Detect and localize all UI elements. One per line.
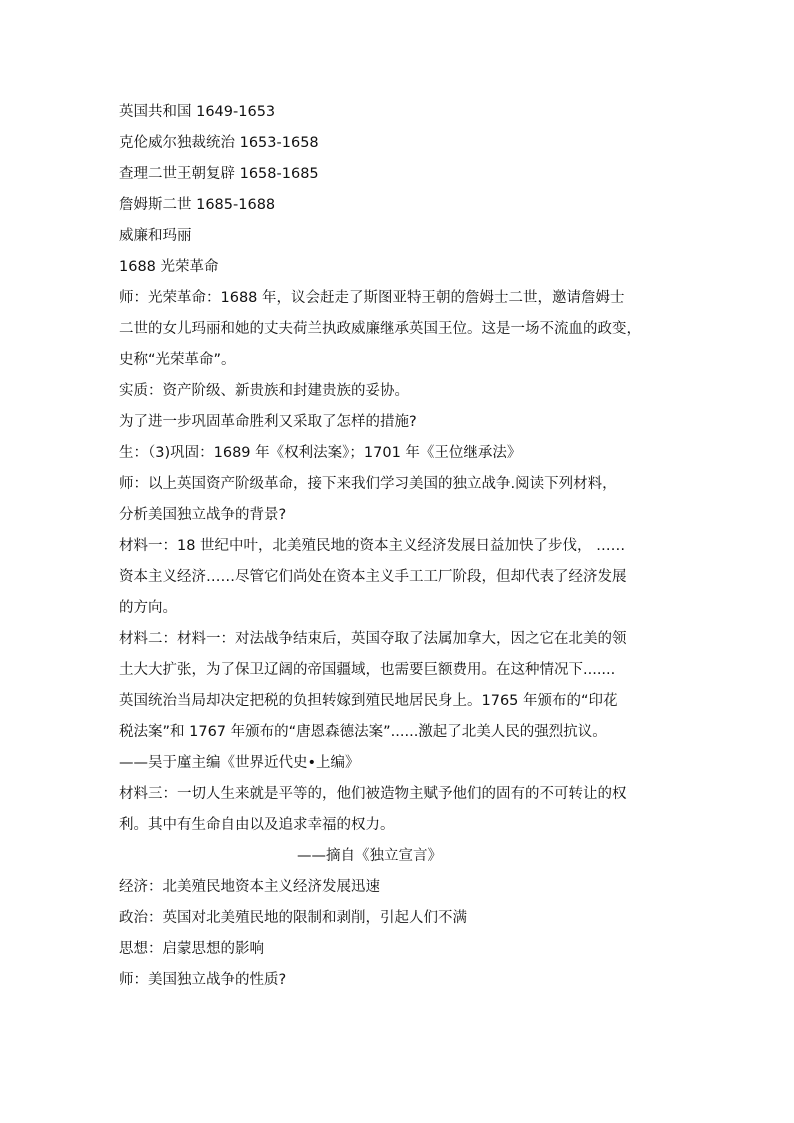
text-line-10: 实质：资产阶级、新贵族和封建贵族的妥协。 [119, 383, 409, 399]
text-line-9: 史称“光荣革命”。 [119, 352, 236, 368]
text-line-15: 材料一：18 世纪中叶，北美殖民地的资本主义经济发展日益加快了步伐， …… [119, 538, 626, 554]
text-line-13: 师：以上英国资产阶级革命，接下来我们学习美国的独立战争.阅读下列材料， [119, 476, 617, 492]
text-line-8: 二世的女儿玛丽和她的丈夫荷兰执政威廉继承英国王位。这是一场不流血的政变， [119, 321, 641, 337]
document-body [119, 97, 691, 996]
text-line-24: 利。其中有生命自由以及追求幸福的权力。 [119, 817, 395, 833]
text-line-18: 材料二：材料一：对法战争结束后，英国夺取了法属加拿大，因之它在北美的领 [119, 631, 627, 647]
citation-line-centered: ——摘自《独立宣言》 [297, 848, 442, 864]
text-line-27: 政治：英国对北美殖民地的限制和剥削，引起人们不满 [119, 910, 467, 926]
text-line-7: 师：光荣革命：1688 年，议会赶走了斯图亚特王朝的詹姆士二世，邀请詹姆士 [119, 290, 625, 306]
text-line-6: 1688 光荣革命 [119, 259, 219, 275]
text-line-21: 税法案”和 1767 年颁布的“唐恩森德法案”......激起了北美人民的强烈抗议。 [119, 724, 607, 740]
text-line-2: 克伦威尔独裁统治 1653-1658 [119, 135, 319, 151]
text-line-14: 分析美国独立战争的背景? [119, 507, 287, 523]
text-line-29: 师：美国独立战争的性质? [119, 972, 287, 988]
text-line-12: 生：（3)巩固：1689 年《权利法案》；1701 年《王位继承法》 [119, 445, 522, 461]
text-line-19: 土大大扩张，为了保卫辽阔的帝国疆域，也需要巨额费用。在这种情况下....... [119, 662, 616, 678]
text-line-26: 经济：北美殖民地资本主义经济发展迅速 [119, 879, 380, 895]
text-line-1: 英国共和国 1649-1653 [119, 104, 276, 120]
text-line-11: 为了进一步巩固革命胜利又采取了怎样的措施? [119, 414, 417, 430]
citation-line: ——吴于廑主编《世界近代史•上编》 [119, 755, 360, 771]
text-line-28: 思想：启蒙思想的影响 [119, 941, 264, 957]
text-line-16: 资本主义经济……尽管它们尚处在资本主义手工工厂阶段，但却代表了经济发展 [119, 569, 627, 585]
text-line-4: 詹姆斯二世 1685-1688 [119, 197, 276, 213]
text-line-3: 查理二世王朝复辟 1658-1685 [119, 166, 319, 182]
text-line-5: 威廉和玛丽 [119, 228, 192, 244]
text-line-20: 英国统治当局却决定把税的负担转嫁到殖民地居民身上。1765 年颁布的“印花 [119, 693, 618, 709]
text-line-17: 的方向。 [119, 600, 177, 616]
text-line-23: 材料三：一切人生来就是平等的，他们被造物主赋予他们的固有的不可转让的权 [119, 786, 627, 802]
